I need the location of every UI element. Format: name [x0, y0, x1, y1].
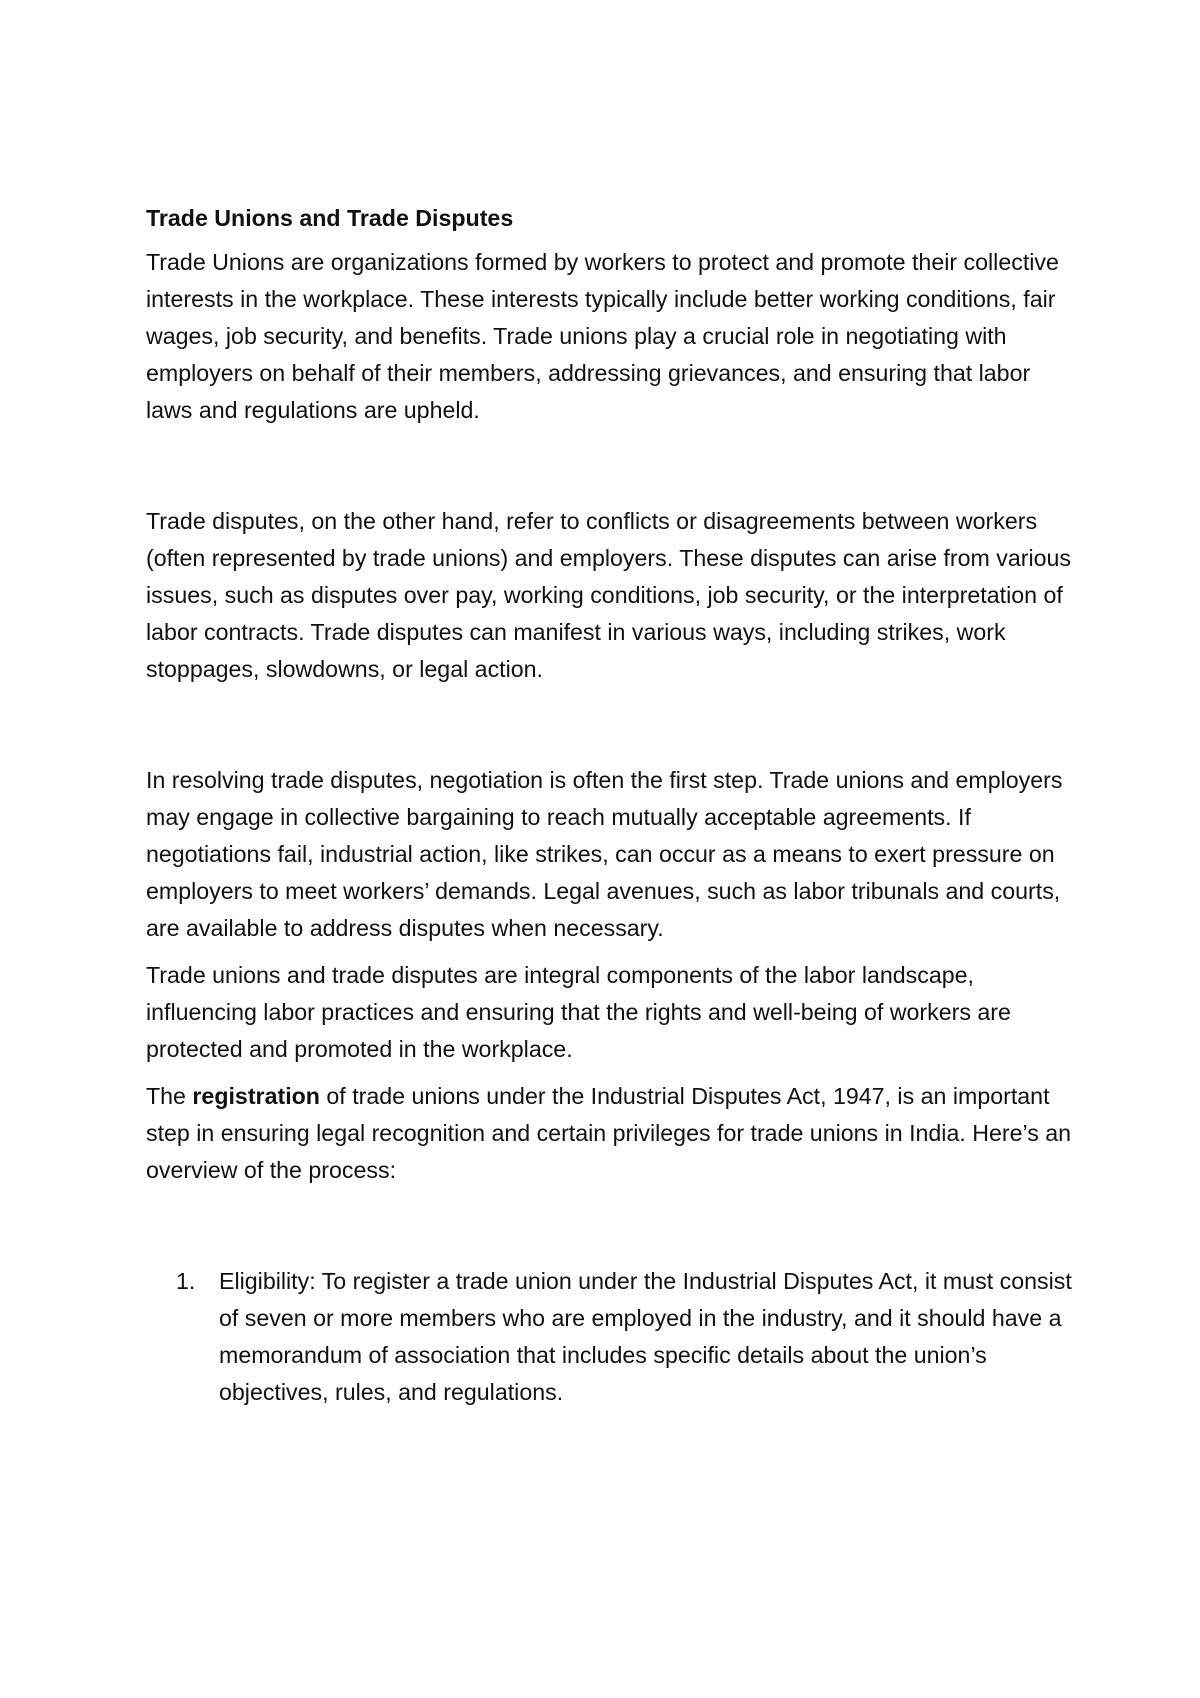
registration-bold-term: registration — [192, 1083, 320, 1109]
registration-suffix: of trade unions under the Industrial Disputes Act, 1947, is an important step in ensuring legal recognition and certain privileges for trade unions in India. Here’s an overview of the process: — [146, 1083, 1072, 1183]
paragraph-integral-components: Trade unions and trade disputes are integral components of the labor landscape, influencing labor practices and ensuring that the rights and well-being of workers are protected and promoted in the workplace. — [146, 962, 1011, 1062]
paragraph-trade-unions: Trade Unions are organizations formed by workers to protect and promote their collective interests in the workplace. These interests typically include better working conditions, fair wages, job security, and benefits. Trade unions play a crucial role in negotiating with employers on behalf of their members, addressing grievances, and ensuring that labor laws and regulations are upheld. — [146, 249, 1059, 423]
document-title: Trade Unions and Trade Disputes — [146, 205, 514, 231]
list-item — [146, 1263, 1076, 1411]
list-item-text: Eligibility: To register a trade union under the Industrial Disputes Act, it must consist of seven or more members who are employed in the industry, and it should have a memorandum of association that includes specific details about the union’s objectives, rules, and regulations. — [219, 1268, 1072, 1405]
paragraph-registration — [146, 1078, 1076, 1189]
paragraph-resolving-disputes: In resolving trade disputes, negotiation is often the first step. Trade unions and employers may engage in collective bargaining to reach mutually acceptable agreements. If negotiations fail, industrial action, like strikes, can occur as a means to exert pressure on employers to meet workers’ demands. Legal avenues, such as labor tribunals and courts, are available to address disputes when necessary. — [146, 767, 1063, 941]
document-page — [146, 202, 1076, 1411]
list-item-number: 1. — [176, 1268, 196, 1294]
registration-prefix: The — [146, 1083, 193, 1109]
registration-steps-list — [146, 1263, 1076, 1411]
paragraph-trade-disputes: Trade disputes, on the other hand, refer to conflicts or disagreements between workers (often represented by trade unions) and employers. These disputes can arise from various issues, such as disputes over pay, working conditions, job security, or the interpretation of labor contracts. Trade disputes can manifest in various ways, including strikes, work stoppages, slowdowns, or legal action. — [146, 508, 1071, 682]
